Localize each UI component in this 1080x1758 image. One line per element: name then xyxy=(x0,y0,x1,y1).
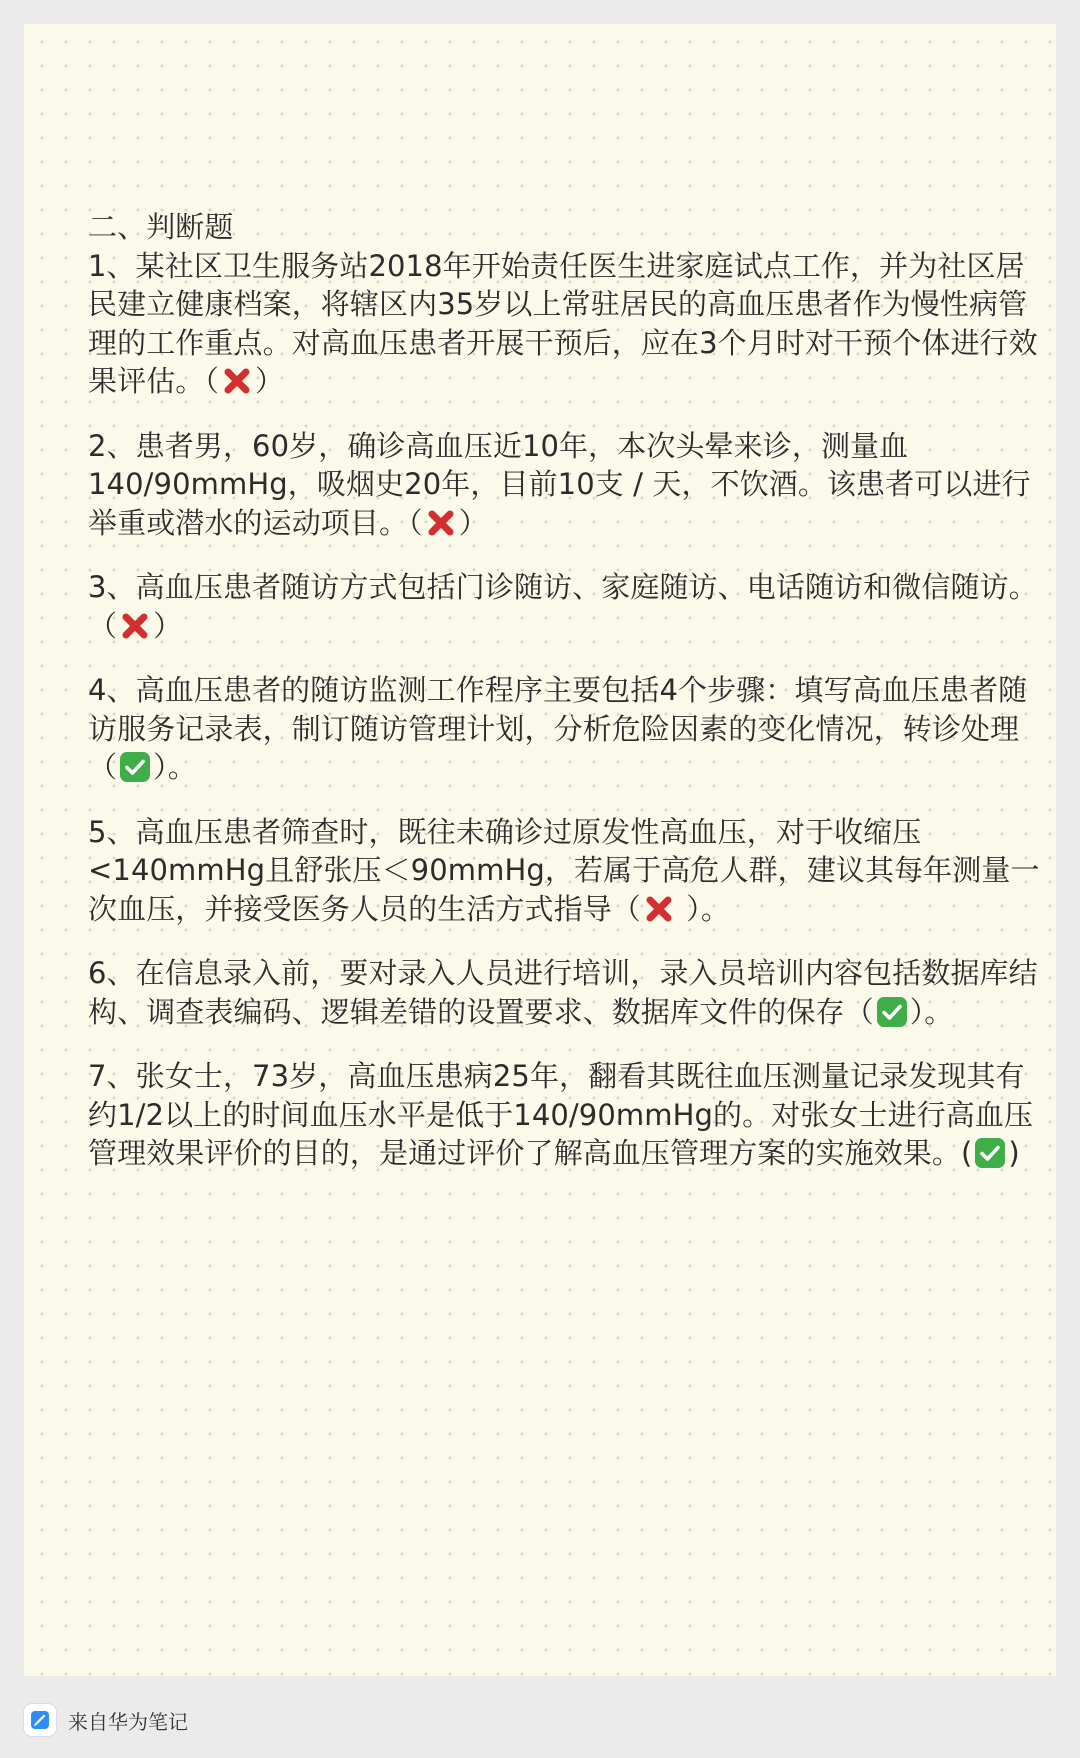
huawei-notes-app-icon xyxy=(24,1704,56,1736)
note-page xyxy=(24,24,1056,1676)
question-closing: ） xyxy=(458,505,488,540)
question-item xyxy=(88,568,1048,645)
question-text: 2、患者男，60岁，确诊高血压近10年，本次头晕来诊，测量血140/90mmHg，吸烟史20年，目前10支 / 天，不饮酒。该患者可以进行举重或潜水的运动项目。（ xyxy=(88,428,1031,540)
question-closing: ) xyxy=(1008,1136,1020,1170)
red-cross-mark-icon xyxy=(425,507,457,539)
question-text: 1、某社区卫生服务站2018年开始责任医生进家庭试点工作，并为社区居民建立健康档案，将辖区内35岁以上常驻居民的高血压患者作为慢性病管理的工作重点。对高血压患者开展干预后，应在3个月时对干预个体进行效果评估。（ xyxy=(88,248,1038,398)
source-footer xyxy=(24,1700,188,1740)
green-check-box-icon xyxy=(876,996,908,1028)
red-cross-mark-icon xyxy=(119,610,151,642)
question-text: 3、高血压患者随访方式包括门诊随访、家庭随访、电话随访和微信随访。（ xyxy=(88,570,1038,643)
question-closing: ）。 xyxy=(676,891,730,926)
question-item xyxy=(88,813,1048,929)
green-check-box-icon xyxy=(974,1137,1006,1169)
green-check-box-icon xyxy=(119,751,151,783)
section-heading: 二、判断题 xyxy=(88,210,234,244)
question-item xyxy=(88,671,1048,787)
source-label: 来自华为笔记 xyxy=(68,1709,188,1734)
note-content xyxy=(88,208,1048,1199)
question-list xyxy=(88,247,1048,1173)
question-text: 6、在信息录入前，要对录入人员进行培训，录入员培训内容包括数据库结构、调查表编码、逻辑差错的设置要求、数据库文件的保存（ xyxy=(88,956,1038,1029)
question-item xyxy=(88,427,1048,543)
question-item xyxy=(88,1057,1048,1173)
red-cross-mark-icon xyxy=(643,893,675,925)
question-closing: ） xyxy=(153,608,183,643)
question-closing: ）。 xyxy=(153,750,197,784)
question-text: 5、高血压患者筛查时，既往未确诊过原发性高血压，对于收缩压<140mmHg且舒张压＜90mmHg，若属于高危人群，建议其每年测量一次血压，并接受医务人员的生活方式指导（ xyxy=(88,814,1040,926)
red-cross-mark-icon xyxy=(221,365,253,397)
question-text: 7、张女士，73岁，高血压患病25年，翻看其既往血压测量记录发现其有约1/2以上的时间血压水平是低于140/90mmHg的。对张女士进行高血压管理效果评价的目的，是通过评价了解高血压管理方案的实施效果。( xyxy=(88,1059,1034,1170)
question-text: 4、高血压患者的随访监测工作程序主要包括4个步骤：填写高血压患者随访服务记录表，制订随访管理计划，分析危险因素的变化情况，转诊处理（ xyxy=(88,673,1028,784)
question-closing: ）。 xyxy=(909,994,954,1029)
question-closing: ） xyxy=(255,364,285,398)
question-item xyxy=(88,247,1048,401)
question-item xyxy=(88,954,1048,1031)
